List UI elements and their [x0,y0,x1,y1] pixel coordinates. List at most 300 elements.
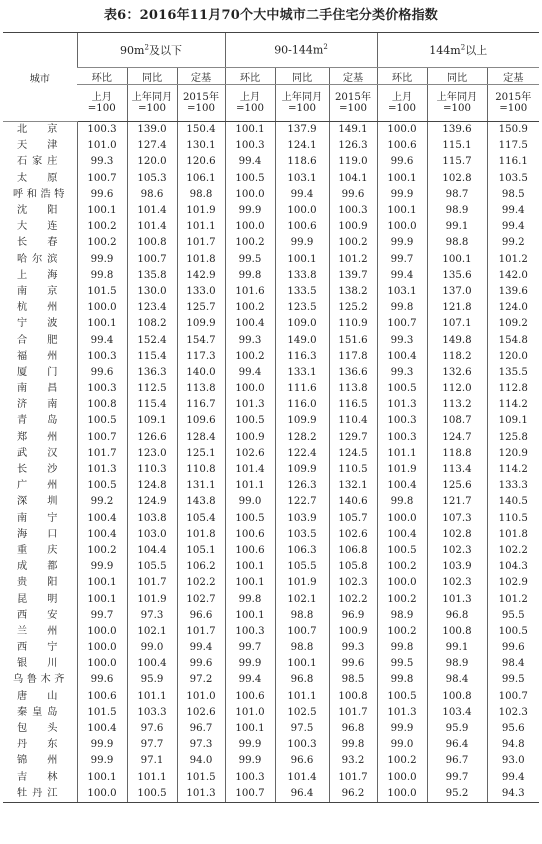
value-cell: 100.0 [77,640,127,656]
city-cell: 杭州 [17,302,59,314]
value-cell: 109.0 [275,316,329,332]
value-cell: 140.0 [177,365,225,381]
table-row [3,543,539,559]
value-cell: 109.1 [487,413,539,429]
value-cell: 101.8 [177,252,225,268]
value-cell: 100.7 [377,316,427,332]
value-cell: 97.2 [177,672,225,688]
table-row [3,219,539,235]
value-cell: 100.6 [77,689,127,705]
value-cell: 100.3 [77,122,127,139]
value-cell: 154.8 [487,332,539,348]
city-cell: 大连 [17,221,59,233]
base-header-line2: =100 [87,103,116,114]
value-cell: 97.5 [275,721,329,737]
value-cell: 100.1 [225,721,275,737]
value-cell: 102.3 [329,575,377,591]
value-cell: 115.4 [127,349,177,365]
value-cell: 99.6 [329,656,377,672]
value-cell: 100.2 [225,235,275,251]
table-row [3,446,539,462]
value-cell: 101.1 [275,689,329,705]
value-cell: 100.4 [377,349,427,365]
value-cell: 100.4 [225,316,275,332]
value-cell: 101.7 [177,624,225,640]
base-header-cell [329,85,377,122]
value-cell: 99.0 [127,640,177,656]
value-cell: 100.0 [77,300,127,316]
value-cell: 114.2 [487,462,539,478]
value-cell: 96.2 [329,786,377,803]
city-cell: 乌鲁木齐 [13,674,65,686]
value-cell: 100.3 [225,624,275,640]
group-header-medium: $90-144m^2$ [225,33,377,68]
value-cell: 99.4 [77,332,127,348]
value-cell: 99.4 [487,770,539,786]
value-cell: 103.8 [127,511,177,527]
value-cell: 117.5 [487,138,539,154]
value-cell: 150.9 [487,122,539,139]
city-cell: 西宁 [17,642,59,654]
table-row [3,786,539,803]
group-header-small: $90m^2$及以下 [77,33,225,68]
value-cell: 139.0 [127,122,177,139]
base-header-line2: =100 [288,103,316,114]
value-cell: 100.1 [77,770,127,786]
base-header-cell [487,85,539,122]
value-cell: 110.3 [127,462,177,478]
value-cell: 100.3 [329,203,377,219]
value-cell: 100.5 [77,413,127,429]
value-cell: 99.6 [177,656,225,672]
city-cell: 济南 [17,399,59,411]
value-cell: 118.8 [427,446,487,462]
value-cell: 99.9 [377,187,427,203]
table-row [3,494,539,510]
value-cell: 100.2 [225,349,275,365]
value-cell: 102.5 [275,705,329,721]
value-cell: 109.1 [127,413,177,429]
value-cell: 100.3 [77,349,127,365]
value-cell: 99.7 [77,608,127,624]
value-cell: 100.0 [377,511,427,527]
value-cell: 106.2 [177,559,225,575]
value-cell: 99.6 [77,187,127,203]
value-cell: 100.1 [77,591,127,607]
value-cell: 101.6 [225,284,275,300]
value-cell: 126.6 [127,430,177,446]
value-cell: 101.3 [177,786,225,803]
value-cell: 99.9 [225,737,275,753]
value-cell: 109.9 [275,462,329,478]
value-cell: 100.5 [225,171,275,187]
value-cell: 99.6 [329,187,377,203]
value-cell: 100.9 [225,430,275,446]
base-header-line2: =100 [339,103,367,114]
value-cell: 105.1 [177,543,225,559]
base-header-line1: 上年同月 [281,92,323,103]
value-cell: 100.9 [329,219,377,235]
value-cell: 98.9 [427,203,487,219]
city-cell: 成都 [17,561,59,573]
value-cell: 99.4 [487,219,539,235]
table-row [3,154,539,170]
value-cell: 100.5 [377,381,427,397]
value-cell: 95.9 [127,672,177,688]
value-cell: 97.3 [177,737,225,753]
value-cell: 100.7 [77,171,127,187]
value-cell: 99.0 [377,737,427,753]
value-cell: 110.9 [329,316,377,332]
value-cell: 100.3 [377,430,427,446]
sub-header-cell: 同比 [427,68,487,85]
value-cell: 106.1 [177,171,225,187]
city-cell: 合肥 [17,334,59,346]
value-cell: 101.7 [77,446,127,462]
value-cell: 99.4 [487,203,539,219]
value-cell: 103.9 [427,559,487,575]
value-cell: 116.7 [177,397,225,413]
value-cell: 95.2 [427,786,487,803]
value-cell: 99.4 [225,154,275,170]
value-cell: 96.4 [427,737,487,753]
city-cell: 上海 [17,269,59,281]
table-body [3,122,539,803]
value-cell: 99.3 [377,365,427,381]
table-row [3,478,539,494]
value-cell: 101.8 [177,527,225,543]
value-cell: 100.0 [377,575,427,591]
value-cell: 120.0 [127,154,177,170]
value-cell: 123.5 [275,300,329,316]
value-cell: 98.5 [487,187,539,203]
base-header-line2: =100 [388,103,416,114]
value-cell: 100.7 [225,786,275,803]
value-cell: 99.2 [487,235,539,251]
value-cell: 113.8 [329,381,377,397]
value-cell: 99.6 [77,365,127,381]
value-cell: 100.1 [77,316,127,332]
city-cell: 宁波 [17,318,59,330]
value-cell: 132.1 [329,478,377,494]
value-cell: 105.4 [177,511,225,527]
value-cell: 108.7 [427,413,487,429]
value-cell: 140.5 [487,494,539,510]
city-cell: 北京 [17,124,59,136]
sub-header-cell: 同比 [275,68,329,85]
city-cell: 海口 [17,528,59,540]
value-cell: 100.6 [225,527,275,543]
city-cell: 厦门 [17,366,59,378]
value-cell: 100.0 [275,203,329,219]
value-cell: 101.7 [329,705,377,721]
table-row [3,235,539,251]
value-cell: 101.9 [127,591,177,607]
value-cell: 98.7 [427,187,487,203]
value-cell: 116.5 [329,397,377,413]
value-cell: 100.7 [77,430,127,446]
table-row [3,365,539,381]
value-cell: 100.5 [225,413,275,429]
value-cell: 96.7 [427,753,487,769]
value-cell: 124.0 [487,300,539,316]
value-cell: 101.4 [225,462,275,478]
value-cell: 101.9 [275,575,329,591]
value-cell: 100.4 [377,478,427,494]
value-cell: 94.3 [487,786,539,803]
value-cell: 100.3 [377,413,427,429]
value-cell: 99.9 [77,559,127,575]
value-cell: 100.0 [225,381,275,397]
base-header-line1: 上年同月 [131,92,173,103]
value-cell: 100.2 [329,235,377,251]
value-cell: 128.4 [177,430,225,446]
value-cell: 100.6 [225,543,275,559]
value-cell: 100.2 [225,300,275,316]
value-cell: 130.1 [177,138,225,154]
value-cell: 99.8 [77,268,127,284]
city-cell: 秦皇岛 [17,706,59,718]
value-cell: 120.6 [177,154,225,170]
value-cell: 113.2 [427,397,487,413]
base-header-cell [77,85,127,122]
value-cell: 112.8 [487,381,539,397]
table-row [3,705,539,721]
table-row [3,656,539,672]
value-cell: 101.5 [77,705,127,721]
value-cell: 97.1 [127,753,177,769]
value-cell: 100.2 [77,219,127,235]
value-cell: 100.0 [225,219,275,235]
value-cell: 101.9 [377,462,427,478]
value-cell: 116.1 [487,154,539,170]
value-cell: 127.4 [127,138,177,154]
value-cell: 118.2 [427,349,487,365]
value-cell: 107.3 [427,511,487,527]
value-cell: 100.5 [77,478,127,494]
value-cell: 135.6 [427,268,487,284]
value-cell: 139.6 [487,284,539,300]
value-cell: 121.7 [427,494,487,510]
city-cell: 锦州 [17,755,59,767]
value-cell: 99.8 [329,737,377,753]
value-cell: 101.8 [487,527,539,543]
value-cell: 115.1 [427,138,487,154]
value-cell: 154.7 [177,332,225,348]
city-cell: 重庆 [17,544,59,556]
city-cell: 兰州 [17,625,59,637]
value-cell: 100.5 [487,624,539,640]
table-row [3,640,539,656]
group-header-large: $144m^2$以上 [377,33,539,68]
value-cell: 119.0 [329,154,377,170]
value-cell: 103.1 [377,284,427,300]
value-cell: 100.6 [377,138,427,154]
value-cell: 103.4 [427,705,487,721]
value-cell: 113.4 [427,462,487,478]
city-cell: 银川 [17,658,59,670]
city-cell: 包头 [17,723,59,735]
value-cell: 99.4 [225,365,275,381]
base-header-cell [377,85,427,122]
value-cell: 102.2 [177,575,225,591]
value-cell: 133.1 [275,365,329,381]
value-cell: 102.8 [427,527,487,543]
value-cell: 100.6 [275,219,329,235]
value-cell: 101.4 [275,770,329,786]
value-cell: 100.5 [225,511,275,527]
value-cell: 96.7 [177,721,225,737]
value-cell: 101.5 [77,284,127,300]
value-cell: 112.0 [427,381,487,397]
value-cell: 100.1 [427,252,487,268]
value-cell: 104.3 [487,559,539,575]
value-cell: 98.8 [427,235,487,251]
value-cell: 95.9 [427,721,487,737]
value-cell: 102.8 [427,171,487,187]
value-cell: 96.8 [329,721,377,737]
value-cell: 100.1 [377,203,427,219]
value-cell: 100.8 [77,397,127,413]
value-cell: 100.0 [377,219,427,235]
value-cell: 94.8 [487,737,539,753]
value-cell: 101.7 [127,575,177,591]
value-cell: 149.0 [275,332,329,348]
value-cell: 135.5 [487,365,539,381]
table-row [3,316,539,332]
value-cell: 98.8 [177,187,225,203]
value-cell: 101.4 [127,219,177,235]
value-cell: 125.7 [177,300,225,316]
value-cell: 100.3 [225,138,275,154]
value-cell: 99.7 [225,640,275,656]
value-cell: 96.6 [275,753,329,769]
value-cell: 100.0 [377,786,427,803]
city-cell: 吉林 [17,771,59,783]
value-cell: 117.3 [177,349,225,365]
value-cell: 101.3 [377,705,427,721]
value-cell: 100.4 [77,527,127,543]
table-row [3,284,539,300]
value-cell: 101.1 [177,219,225,235]
value-cell: 99.9 [77,252,127,268]
value-cell: 135.8 [127,268,177,284]
value-cell: 125.8 [487,430,539,446]
value-cell: 116.0 [275,397,329,413]
value-cell: 105.7 [329,511,377,527]
table-row [3,511,539,527]
base-header-cell [177,85,225,122]
value-cell: 140.6 [329,494,377,510]
value-cell: 101.7 [177,235,225,251]
value-cell: 99.4 [177,640,225,656]
value-cell: 100.2 [77,235,127,251]
value-cell: 100.2 [377,624,427,640]
value-cell: 102.3 [427,543,487,559]
value-cell: 100.5 [127,786,177,803]
base-header-line1: 上月 [239,92,261,103]
base-header-line1: 上月 [91,92,112,103]
base-header-line2: =100 [236,103,264,114]
value-cell: 128.2 [275,430,329,446]
value-cell: 109.9 [275,413,329,429]
value-cell: 116.3 [275,349,329,365]
city-cell: 呼和浩特 [13,188,65,200]
value-cell: 99.6 [487,640,539,656]
table-row [3,300,539,316]
value-cell: 107.1 [427,316,487,332]
city-cell: 丹东 [17,739,59,751]
base-header-cell [275,85,329,122]
table-row [3,171,539,187]
table-row [3,430,539,446]
table-row [3,397,539,413]
city-cell: 昆明 [17,593,59,605]
value-cell: 122.7 [275,494,329,510]
value-cell: 129.7 [329,430,377,446]
value-cell: 104.1 [329,171,377,187]
table-row [3,332,539,348]
value-cell: 99.0 [225,494,275,510]
value-cell: 102.1 [275,591,329,607]
value-cell: 132.6 [427,365,487,381]
value-cell: 102.6 [177,705,225,721]
value-cell: 101.1 [127,770,177,786]
value-cell: 125.2 [329,300,377,316]
value-cell: 102.1 [127,624,177,640]
value-cell: 100.4 [77,511,127,527]
value-cell: 99.3 [329,640,377,656]
value-cell: 101.2 [487,591,539,607]
value-cell: 108.2 [127,316,177,332]
value-cell: 100.0 [377,122,427,139]
value-cell: 103.5 [487,171,539,187]
value-cell: 100.3 [225,770,275,786]
table-row [3,462,539,478]
value-cell: 99.5 [225,252,275,268]
value-cell: 100.6 [225,689,275,705]
value-cell: 99.3 [77,154,127,170]
value-cell: 100.8 [427,689,487,705]
city-cell: 太原 [17,172,59,184]
value-cell: 120.9 [487,446,539,462]
table-row [3,349,539,365]
value-cell: 105.5 [275,559,329,575]
value-cell: 112.5 [127,381,177,397]
value-cell: 100.1 [275,656,329,672]
value-cell: 133.8 [275,268,329,284]
city-cell: 牡丹江 [3,786,77,803]
value-cell: 101.9 [177,203,225,219]
value-cell: 99.9 [225,203,275,219]
value-cell: 101.0 [77,138,127,154]
table-row [3,737,539,753]
value-cell: 100.0 [77,786,127,803]
value-cell: 104.4 [127,543,177,559]
value-cell: 99.5 [487,672,539,688]
value-cell: 101.3 [377,397,427,413]
value-cell: 100.9 [329,624,377,640]
value-cell: 110.5 [329,462,377,478]
value-cell: 110.4 [329,413,377,429]
value-cell: 117.8 [329,349,377,365]
value-cell: 131.1 [177,478,225,494]
base-header-line1: 2015年 [182,92,220,103]
sub-header-cell: 环比 [77,68,127,85]
value-cell: 100.8 [427,624,487,640]
value-cell: 138.2 [329,284,377,300]
value-cell: 99.1 [427,640,487,656]
